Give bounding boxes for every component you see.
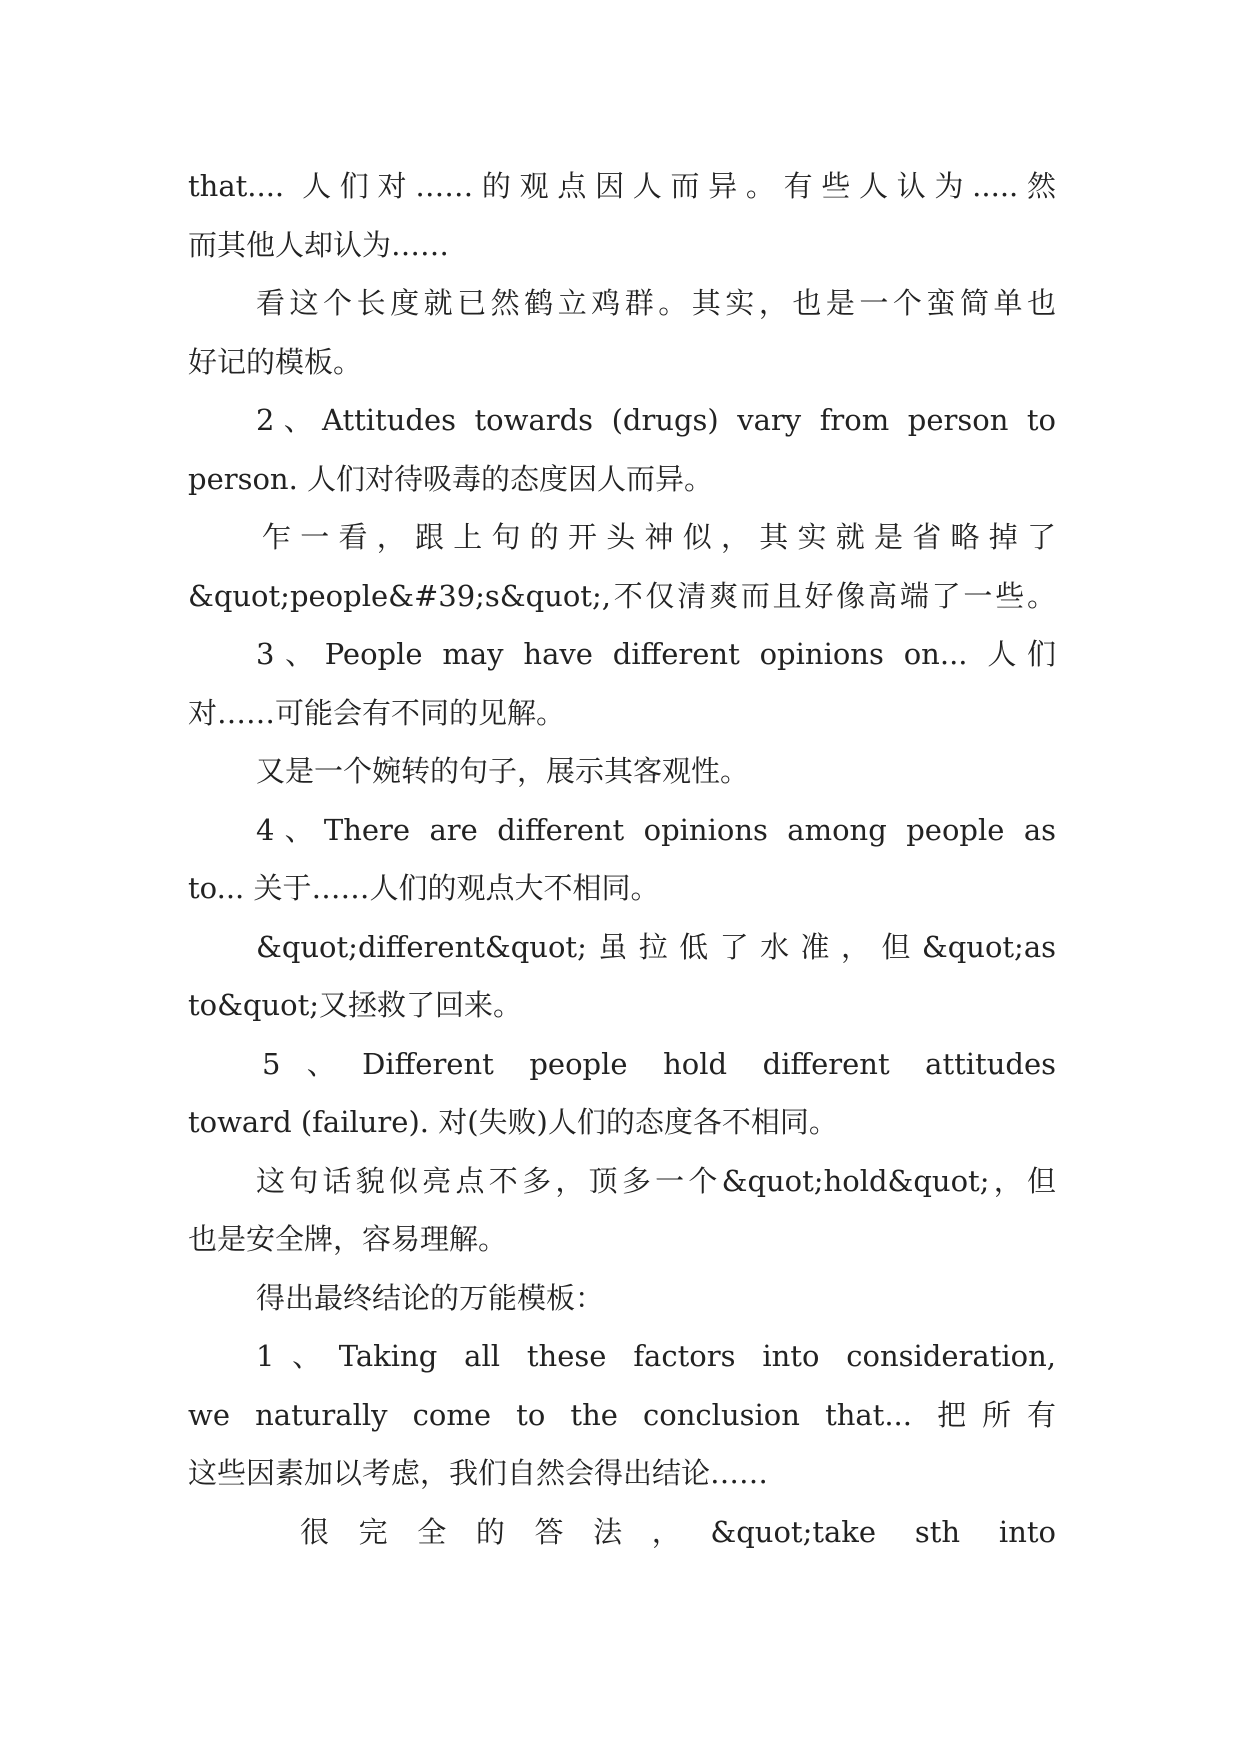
text-line-10: 对……可能会有不同的见解。 [188, 695, 566, 730]
text-line-8: &quot;people&#39;s&quot;,不仅清爽而且好像高端了一些。 [188, 578, 1056, 613]
text-line-13: to... 关于……人们的观点大不相同。 [188, 871, 660, 905]
text-line-6: person. 人们对待吸毒的态度因人而异。 [188, 461, 714, 496]
text-line-14: &quot;different&quot;虽拉低了水准，但&quot;as [256, 929, 1056, 964]
text-line-18: 这句话貌似亮点不多，顶多一个&quot;hold&quot;，但 [256, 1163, 1056, 1198]
text-line-19: 也是安全牌，容易理解。 [188, 1222, 508, 1256]
document-body [188, 157, 1056, 1561]
text-line-3: 看这个长度就已然鹤立鸡群。其实，也是一个蛮简单也 [256, 286, 1056, 320]
text-line-2: 而其他人却认为…… [188, 227, 450, 262]
text-line-20: 得出最终结论的万能模板： [256, 1280, 605, 1315]
text-line-15: to&quot;又拯救了回来。 [188, 988, 523, 1022]
text-line-9: 3、People may have different opinions on... 人们 [256, 637, 1056, 671]
text-line-24: 很完全的答法，&quot;take sth into [300, 1514, 1056, 1549]
text-line-21: 1、Taking all these factors into consideration, [256, 1339, 1056, 1373]
text-line-4: 好记的模板。 [188, 344, 363, 379]
text-line-16: 5、Different people hold different attitudes [262, 1046, 1056, 1081]
text-line-5: 2、Attitudes towards (drugs) vary from person to [256, 403, 1056, 437]
text-line-11: 又是一个婉转的句子，展示其客观性。 [256, 754, 750, 788]
text-line-23: 这些因素加以考虑，我们自然会得出结论…… [188, 1456, 769, 1490]
text-line-7: 乍一看，跟上句的开头神似，其实就是省略掉了 [262, 520, 1056, 554]
text-line-22: we naturally come to the conclusion that... 把所有 [188, 1397, 1056, 1432]
text-line-1: that.... 人们对……的观点因人而异。有些人认为.....然 [188, 169, 1056, 203]
text-line-12: 4、There are different opinions among people as [256, 812, 1056, 847]
text-line-17: toward (failure). 对(失败)人们的态度各不相同。 [188, 1105, 838, 1139]
